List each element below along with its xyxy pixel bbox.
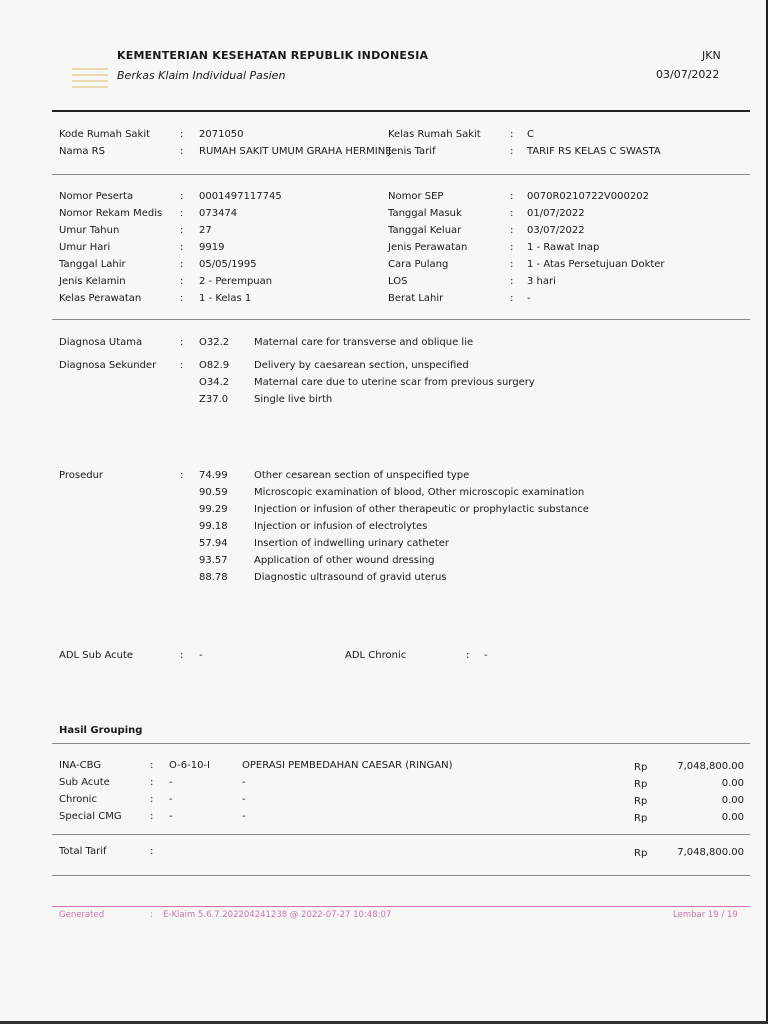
colon: : <box>180 146 184 157</box>
colon: : <box>510 208 514 219</box>
grouping-label: Chronic <box>59 794 97 805</box>
code: Z37.0 <box>199 394 229 405</box>
ministry-logo <box>72 64 108 98</box>
colon: : <box>180 129 184 140</box>
colon: : <box>510 276 514 287</box>
program-label: JKN <box>702 49 721 62</box>
patient-field-label: Kelas Perawatan <box>59 293 142 304</box>
diagnosa-utama-label: Diagnosa Utama <box>59 337 143 348</box>
episode-field-value: 0070R0210722V000202 <box>527 191 649 202</box>
grouping-description: OPERASI PEMBEDAHAN CAESAR (RINGAN) <box>242 760 453 771</box>
patient-field-value: 05/05/1995 <box>199 259 257 270</box>
colon: : <box>510 191 514 202</box>
description: Injection or infusion of electrolytes <box>254 521 428 532</box>
adl-chronic-value: - <box>484 650 488 661</box>
nama-rs-value: RUMAH SAKIT UMUM GRAHA HERMINE <box>199 146 392 157</box>
code: O32.2 <box>199 337 230 348</box>
code: O82.9 <box>199 360 230 371</box>
episode-field-label: Jenis Perawatan <box>388 242 468 253</box>
footer-divider <box>52 906 750 907</box>
episode-field-value: - <box>527 293 531 304</box>
description: Maternal care for transverse and oblique lie <box>254 337 474 348</box>
description: Diagnostic ultrasound of gravid uterus <box>254 572 447 583</box>
colon: : <box>180 225 184 236</box>
grouping-label: Sub Acute <box>59 777 110 788</box>
episode-field-value: 3 hari <box>527 276 556 287</box>
document-subtitle: Berkas Klaim Individual Pasien <box>117 69 286 82</box>
colon: : <box>150 760 154 771</box>
colon: : <box>510 225 514 236</box>
grouping-code: - <box>169 777 173 788</box>
colon: : <box>180 293 184 304</box>
grouping-amount: 0.00 <box>721 778 744 789</box>
colon: : <box>180 191 184 202</box>
header-divider <box>52 110 750 112</box>
grouping-amount: 0.00 <box>721 795 744 806</box>
patient-field-value: 2 - Perempuan <box>199 276 273 287</box>
diagnosa-sekunder-label: Diagnosa Sekunder <box>59 360 157 371</box>
description: Delivery by caesarean section, unspecified <box>254 360 469 371</box>
divider <box>52 875 750 876</box>
divider <box>52 743 750 744</box>
grouping-code: - <box>169 811 173 822</box>
patient-field-label: Jenis Kelamin <box>59 276 126 287</box>
colon: : <box>180 650 184 661</box>
total-amount: 7,048,800.00 <box>677 847 744 858</box>
colon: : <box>150 846 154 857</box>
code: 90.59 <box>199 487 228 498</box>
episode-field-label: Nomor SEP <box>388 191 444 202</box>
total-currency: Rp <box>634 848 648 859</box>
colon: : <box>510 293 514 304</box>
grouping-code: - <box>169 794 173 805</box>
total-tarif-label: Total Tarif <box>59 846 107 857</box>
description: Other cesarean section of unspecified type <box>254 470 470 481</box>
adl-chronic-label: ADL Chronic <box>345 650 407 661</box>
patient-field-value: 9919 <box>199 242 225 253</box>
grouping-description: - <box>242 794 246 805</box>
grouping-code: O-6-10-I <box>169 760 211 771</box>
episode-field-label: LOS <box>388 276 408 287</box>
code: 88.78 <box>199 572 228 583</box>
colon: : <box>466 650 470 661</box>
grouping-description: - <box>242 777 246 788</box>
description: Injection or infusion of other therapeutic or prophylactic substance <box>254 504 589 515</box>
generated-label: Generated <box>59 910 105 920</box>
description: Maternal care due to uterine scar from previous surgery <box>254 377 535 388</box>
grouping-amount: 0.00 <box>721 812 744 823</box>
kelas-rs-value: C <box>527 129 534 140</box>
grouping-label: Special CMG <box>59 811 122 822</box>
episode-field-label: Tanggal Masuk <box>388 208 462 219</box>
jenis-tarif-label: Jenis Tarif <box>388 146 436 157</box>
adl-sub-acute-value: - <box>199 650 203 661</box>
divider <box>52 319 750 320</box>
patient-field-label: Tanggal Lahir <box>59 259 126 270</box>
colon: : <box>180 259 184 270</box>
code: 57.94 <box>199 538 228 549</box>
divider <box>52 834 750 835</box>
colon: : <box>510 146 514 157</box>
kelas-rs-label: Kelas Rumah Sakit <box>388 129 481 140</box>
page-number: Lembar 19 / 19 <box>673 910 738 920</box>
patient-field-label: Umur Hari <box>59 242 111 253</box>
divider <box>52 174 750 175</box>
code: 93.57 <box>199 555 228 566</box>
colon: : <box>180 470 184 481</box>
description: Microscopic examination of blood, Other microscopic examination <box>254 487 585 498</box>
colon: : <box>180 276 184 287</box>
colon: : <box>150 910 153 920</box>
code: 74.99 <box>199 470 228 481</box>
patient-field-label: Nomor Rekam Medis <box>59 208 163 219</box>
description: Application of other wound dressing <box>254 555 435 566</box>
colon: : <box>510 129 514 140</box>
colon: : <box>150 777 154 788</box>
grouping-currency: Rp <box>634 779 648 790</box>
generated-value: E-Klaim 5.6.7.202204241238 @ 2022-07-27 10:48:07 <box>163 910 392 920</box>
code: O34.2 <box>199 377 230 388</box>
kode-rs-label: Kode Rumah Sakit <box>59 129 151 140</box>
episode-field-label: Cara Pulang <box>388 259 449 270</box>
grouping-currency: Rp <box>634 762 648 773</box>
document-title: KEMENTERIAN KESEHATAN REPUBLIK INDONESIA <box>117 49 429 62</box>
colon: : <box>150 811 154 822</box>
prosedur-label: Prosedur <box>59 470 104 481</box>
grouping-currency: Rp <box>634 813 648 824</box>
code: 99.18 <box>199 521 228 532</box>
patient-field-label: Nomor Peserta <box>59 191 134 202</box>
nama-rs-label: Nama RS <box>59 146 105 157</box>
kode-rs-value: 2071050 <box>199 129 244 140</box>
episode-field-value: 1 - Atas Persetujuan Dokter <box>527 259 665 270</box>
patient-field-value: 27 <box>199 225 212 236</box>
episode-field-value: 01/07/2022 <box>527 208 585 219</box>
code: 99.29 <box>199 504 228 515</box>
grouping-heading: Hasil Grouping <box>59 725 143 736</box>
document-date: 03/07/2022 <box>656 68 720 81</box>
colon: : <box>180 337 184 348</box>
episode-field-label: Berat Lahir <box>388 293 444 304</box>
colon: : <box>510 242 514 253</box>
colon: : <box>180 360 184 371</box>
description: Insertion of indwelling urinary catheter <box>254 538 450 549</box>
jenis-tarif-value: TARIF RS KELAS C SWASTA <box>527 146 661 157</box>
description: Single live birth <box>254 394 333 405</box>
grouping-label: INA-CBG <box>59 760 102 771</box>
colon: : <box>150 794 154 805</box>
adl-sub-acute-label: ADL Sub Acute <box>59 650 134 661</box>
colon: : <box>510 259 514 270</box>
episode-field-value: 1 - Rawat Inap <box>527 242 600 253</box>
grouping-description: - <box>242 811 246 822</box>
patient-field-label: Umur Tahun <box>59 225 120 236</box>
patient-field-value: 0001497117745 <box>199 191 282 202</box>
grouping-currency: Rp <box>634 796 648 807</box>
grouping-amount: 7,048,800.00 <box>677 761 744 772</box>
colon: : <box>180 208 184 219</box>
episode-field-value: 03/07/2022 <box>527 225 585 236</box>
patient-field-value: 1 - Kelas 1 <box>199 293 252 304</box>
patient-field-value: 073474 <box>199 208 238 219</box>
episode-field-label: Tanggal Keluar <box>388 225 462 236</box>
colon: : <box>180 242 184 253</box>
